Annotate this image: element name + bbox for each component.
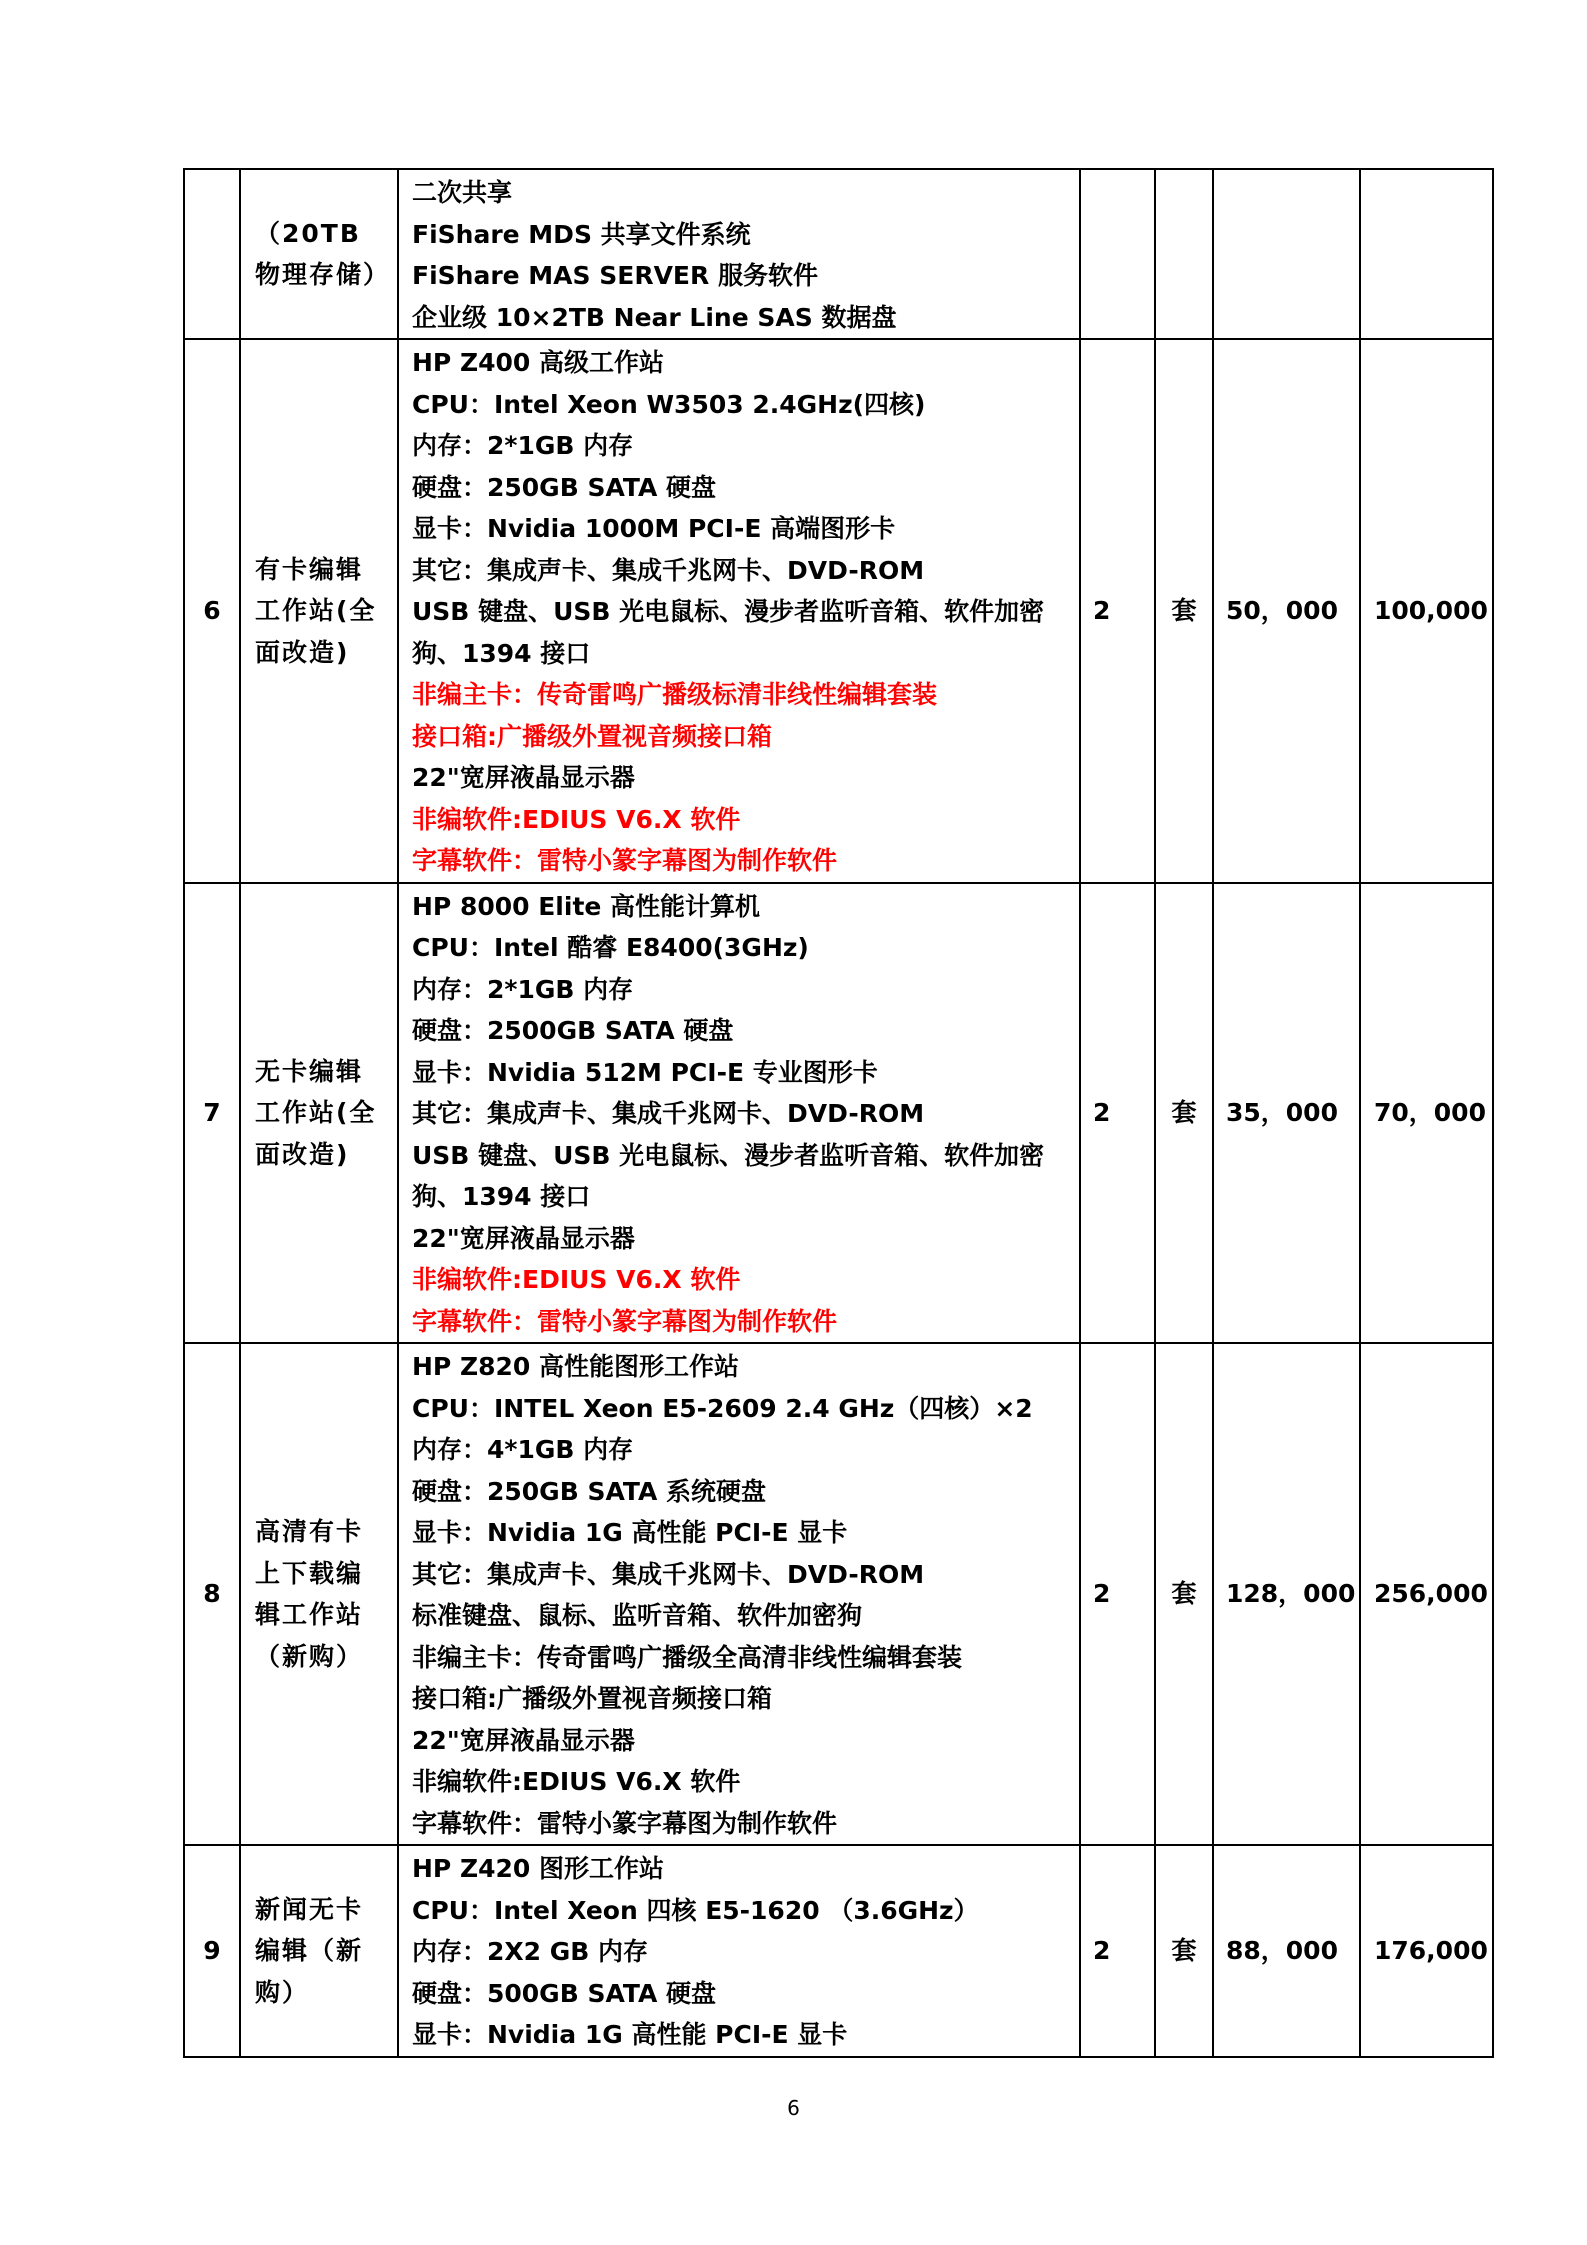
item-unit: 套 (1155, 1343, 1213, 1845)
table-row (184, 169, 1493, 339)
config-line: 内存：2*1GB 内存 (412, 431, 634, 460)
item-name: 无卡编辑工作站(全面改造) (240, 883, 398, 1344)
item-quantity: 2 (1080, 883, 1155, 1344)
spec-table-body (184, 169, 1493, 2057)
table-row (184, 1845, 1493, 2057)
item-name: 新闻无卡编辑（新购） (240, 1845, 398, 2057)
item-config (398, 169, 1080, 339)
config-line: USB 键盘、USB 光电鼠标、漫步者监听音箱、软件加密狗、1394 接口 (412, 1140, 1045, 1211)
config-line: 非编软件:EDIUS V6.X 软件 (412, 804, 741, 834)
item-unit-price: 35，000 (1213, 883, 1360, 1344)
item-unit-price (1213, 169, 1360, 339)
config-line: USB 键盘、USB 光电鼠标、漫步者监听音箱、软件加密狗、1394 接口 (412, 597, 1045, 668)
item-name: 高清有卡上下载编辑工作站（新购） (240, 1343, 398, 1845)
item-name: 有卡编辑工作站(全面改造) (240, 339, 398, 883)
config-line: 字幕软件：雷特小篆字幕图为制作软件 (412, 1808, 838, 1838)
config-line: HP Z400 高级工作站 (412, 348, 664, 377)
config-line: 企业级 10×2TB Near Line SAS 数据盘 (412, 302, 897, 332)
config-line: CPU：Intel Xeon W3503 2.4GHz(四核) (412, 389, 926, 419)
page-number: 6 (787, 2096, 800, 2120)
item-number: 7 (184, 883, 240, 1344)
config-line: 22"宽屏液晶显示器 (412, 763, 635, 792)
table-row (184, 883, 1493, 1344)
config-line: 其它：集成声卡、集成千兆网卡、DVD-ROM (412, 555, 925, 585)
config-line: 硬盘：2500GB SATA 硬盘 (412, 1016, 734, 1045)
item-unit: 套 (1155, 339, 1213, 883)
config-line: 硬盘：250GB SATA 系统硬盘 (412, 1476, 767, 1506)
item-config (398, 339, 1080, 883)
config-line: 显卡：Nvidia 1G 高性能 PCI-E 显卡 (412, 1518, 848, 1547)
item-unit-price: 88，000 (1213, 1845, 1360, 2057)
config-line: 标准键盘、鼠标、监听音箱、软件加密狗 (412, 1601, 863, 1630)
item-unit (1155, 169, 1213, 339)
config-line: FiShare MDS 共享文件系统 (412, 219, 751, 249)
item-unit: 套 (1155, 883, 1213, 1344)
config-line: FiShare MAS SERVER 服务软件 (412, 261, 818, 290)
config-line: 内存：2*1GB 内存 (412, 974, 634, 1004)
item-config (398, 1343, 1080, 1845)
item-unit-price: 128，000 (1213, 1343, 1360, 1845)
item-number: 9 (184, 1845, 240, 2057)
item-quantity: 2 (1080, 1343, 1155, 1845)
config-line: 其它：集成声卡、集成千兆网卡、DVD-ROM (412, 1559, 925, 1589)
item-quantity: 2 (1080, 1845, 1155, 2057)
config-line: 其它：集成声卡、集成千兆网卡、DVD-ROM (412, 1099, 925, 1128)
config-line: 显卡：Nvidia 1G 高性能 PCI-E 显卡 (412, 2020, 848, 2049)
config-line: 非编主卡：传奇雷鸣广播级标清非线性编辑套装 (412, 680, 938, 709)
item-total-price: 100,000 (1360, 339, 1493, 883)
item-total-price: 70，000 (1360, 883, 1493, 1344)
config-line: 硬盘：500GB SATA 硬盘 (412, 1978, 717, 2008)
config-line: CPU：INTEL Xeon E5-2609 2.4 GHz（四核）×2 (412, 1393, 1033, 1423)
item-config (398, 883, 1080, 1344)
item-number: 6 (184, 339, 240, 883)
config-line: 非编软件:EDIUS V6.X 软件 (412, 1767, 741, 1796)
config-line: HP Z420 图形工作站 (412, 1854, 664, 1883)
item-total-price: 176,000 (1360, 1845, 1493, 2057)
config-line: CPU：Intel 酷睿 E8400(3GHz) (412, 933, 809, 962)
item-quantity (1080, 169, 1155, 339)
config-line: 显卡：Nvidia 1000M PCI-E 高端图形卡 (412, 514, 896, 543)
config-line: 接口箱:广播级外置视音频接口箱 (412, 721, 772, 751)
item-quantity: 2 (1080, 339, 1155, 883)
config-line: 硬盘：250GB SATA 硬盘 (412, 472, 717, 502)
config-line: 内存：2X2 GB 内存 (412, 1937, 649, 1966)
item-total-price (1360, 169, 1493, 339)
config-line: 字幕软件：雷特小篆字幕图为制作软件 (412, 846, 838, 875)
item-number (184, 169, 240, 339)
table-row (184, 1343, 1493, 1845)
config-line: HP Z820 高性能图形工作站 (412, 1352, 739, 1381)
config-line: 内存：4*1GB 内存 (412, 1435, 634, 1464)
config-line: CPU：Intel Xeon 四核 E5-1620 （3.6GHz） (412, 1895, 979, 1925)
config-line: HP 8000 Elite 高性能计算机 (412, 891, 761, 921)
table-row (184, 339, 1493, 883)
config-line: 22"宽屏液晶显示器 (412, 1725, 635, 1755)
item-config (398, 1845, 1080, 2057)
config-line: 二次共享 (412, 178, 513, 207)
item-unit: 套 (1155, 1845, 1213, 2057)
config-line: 字幕软件：雷特小篆字幕图为制作软件 (412, 1306, 838, 1336)
config-line: 非编主卡：传奇雷鸣广播级全高清非线性编辑套装 (412, 1642, 963, 1672)
equipment-spec-table (183, 168, 1494, 2058)
item-total-price: 256,000 (1360, 1343, 1493, 1845)
config-line: 22"宽屏液晶显示器 (412, 1223, 635, 1253)
config-line: 显卡：Nvidia 512M PCI-E 专业图形卡 (412, 1057, 878, 1087)
config-line: 非编软件:EDIUS V6.X 软件 (412, 1265, 741, 1294)
item-number: 8 (184, 1343, 240, 1845)
item-unit-price: 50，000 (1213, 339, 1360, 883)
config-line: 接口箱:广播级外置视音频接口箱 (412, 1684, 772, 1713)
item-name: （20TB 物理存储） (240, 169, 398, 339)
